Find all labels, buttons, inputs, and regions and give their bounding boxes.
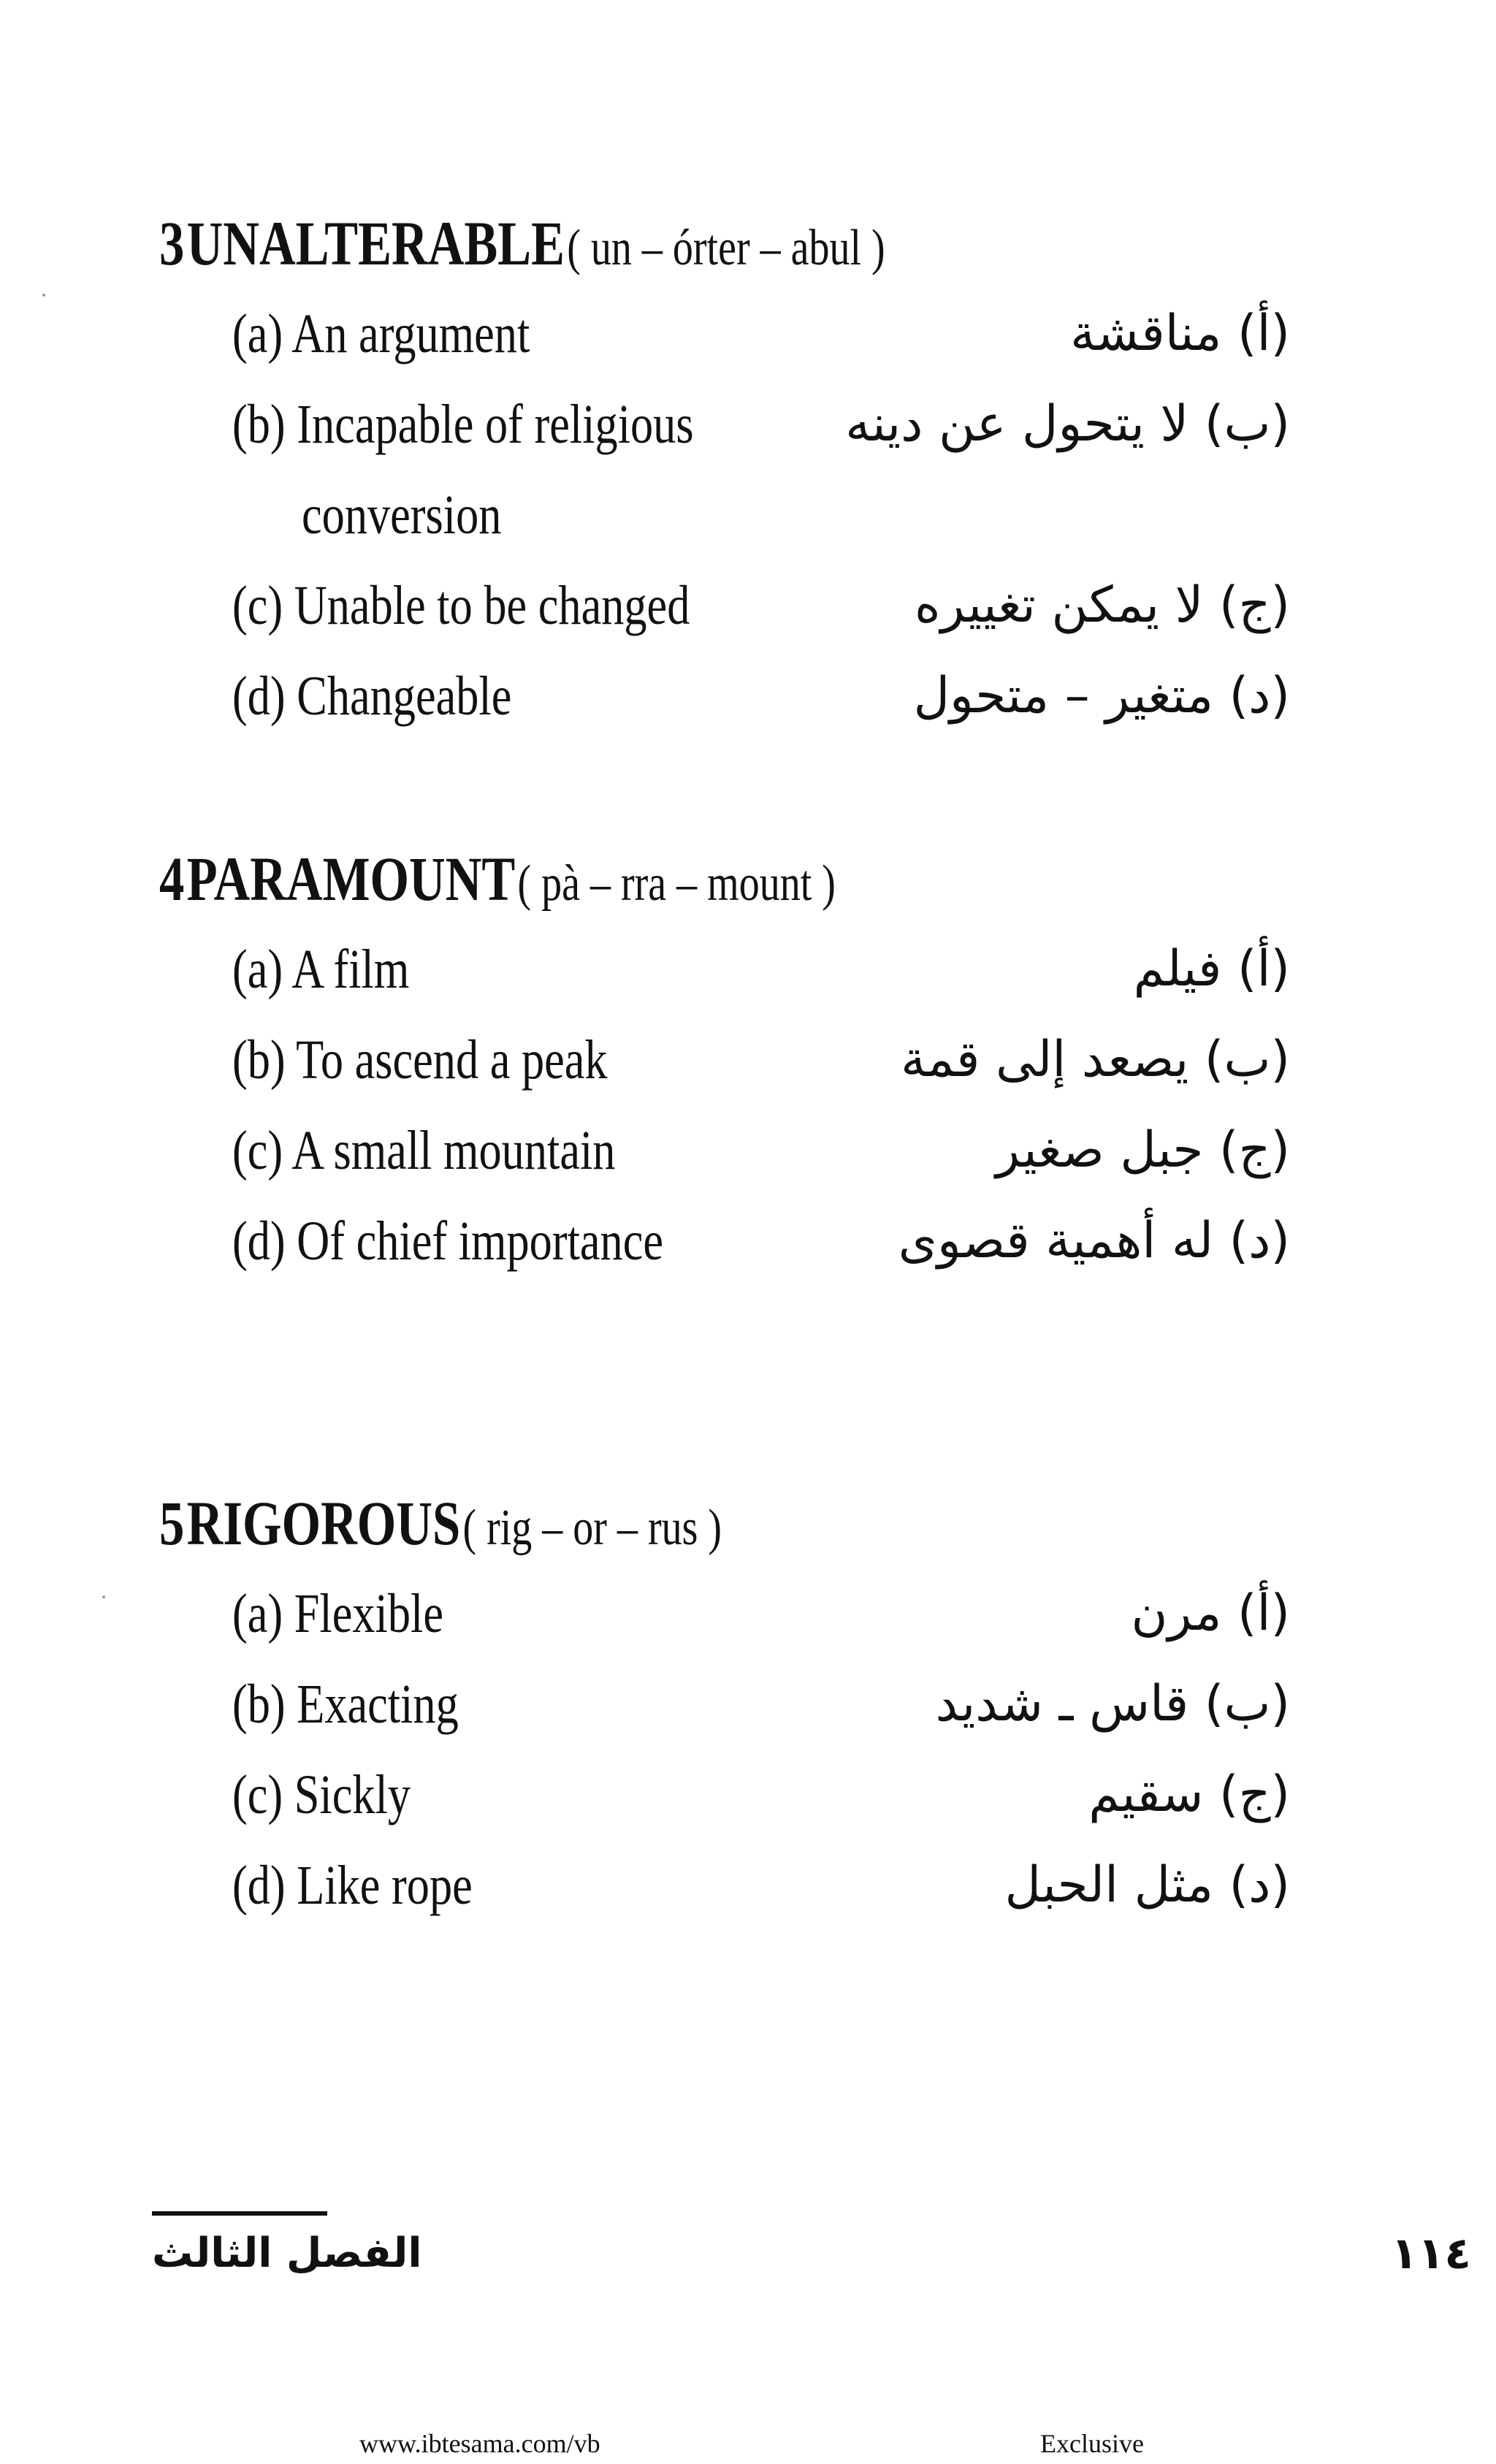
option-row [0,384,1496,465]
option-english: (c) Sickly [232,1764,411,1826]
option-english: (a) A film [232,939,410,1000]
entry-word: UNALTERABLE [186,208,565,278]
option-english: (d) Of chief importance [232,1210,664,1272]
option-arabic: (ب) قاس ـ شديد [935,1675,1290,1733]
option-english: (b) Incapable of religious [232,394,694,455]
option-arabic: (أ) مرن [1131,1584,1290,1642]
option-row [0,1110,1496,1191]
scan-speck [102,1595,105,1598]
entry-number: 5 [159,1488,185,1558]
option-row [0,1664,1496,1744]
entry-heading [159,1483,863,1563]
option-row [0,1201,1496,1281]
option-arabic: (ب) لا يتحول عن دينه [845,395,1290,453]
option-row [0,929,1496,1010]
chapter-label: الفصل الثالث [152,2230,422,2277]
entry-heading [159,839,1004,919]
entry-number: 3 [159,208,185,278]
page-number: ١١٤ [1391,2228,1471,2279]
option-english: (c) Unable to be changed [232,575,690,636]
option-english: (b) Exacting [232,1674,459,1735]
option-english: (c) A small mountain [232,1120,616,1181]
scan-speck [42,294,45,297]
option-arabic: (د) متغير – متحول [913,667,1290,725]
option-row [0,1020,1496,1100]
entry-heading [159,203,1066,283]
option-row [0,294,1496,374]
option-arabic: (ج) جبل صغير [996,1121,1290,1179]
option-arabic: (د) مثل الحبل [1004,1856,1290,1914]
footer-rule [152,2211,327,2216]
option-arabic: (ب) يصعد إلى قمة [901,1031,1290,1088]
option-english-continuation: conversion [302,484,502,546]
entry-word: RIGOROUS [186,1488,461,1558]
option-arabic: (ج) لا يمكن تغييره [914,576,1290,634]
entry-pronunciation: ( pà – rra – mount ) [517,855,836,912]
option-row-continuation [0,475,1496,555]
option-row [0,1845,1496,1926]
entry-pronunciation: ( un – órter – abul ) [567,220,885,276]
entry-pronunciation: ( rig – or – rus ) [462,1500,722,1556]
option-english: (d) Like rope [232,1855,473,1916]
entry-word: PARAMOUNT [186,844,516,914]
option-english: (b) To ascend a peak [232,1029,608,1091]
option-row [0,565,1496,646]
option-arabic: (أ) فيلم [1133,940,1290,998]
option-row [0,656,1496,736]
option-row [0,1574,1496,1654]
option-arabic: (ج) سقيم [1088,1766,1290,1823]
option-arabic: (د) له أهمية قصوى [898,1212,1290,1270]
exclusive-tag: Exclusive [1040,2429,1144,2458]
source-url: www.ibtesama.com/vb [359,2429,600,2458]
option-arabic: (أ) مناقشة [1070,305,1290,362]
option-english: (a) An argument [232,303,530,365]
option-english: (a) Flexible [232,1583,443,1644]
option-row [0,1755,1496,1835]
entry-number: 4 [159,844,185,914]
option-english: (d) Changeable [232,665,512,727]
